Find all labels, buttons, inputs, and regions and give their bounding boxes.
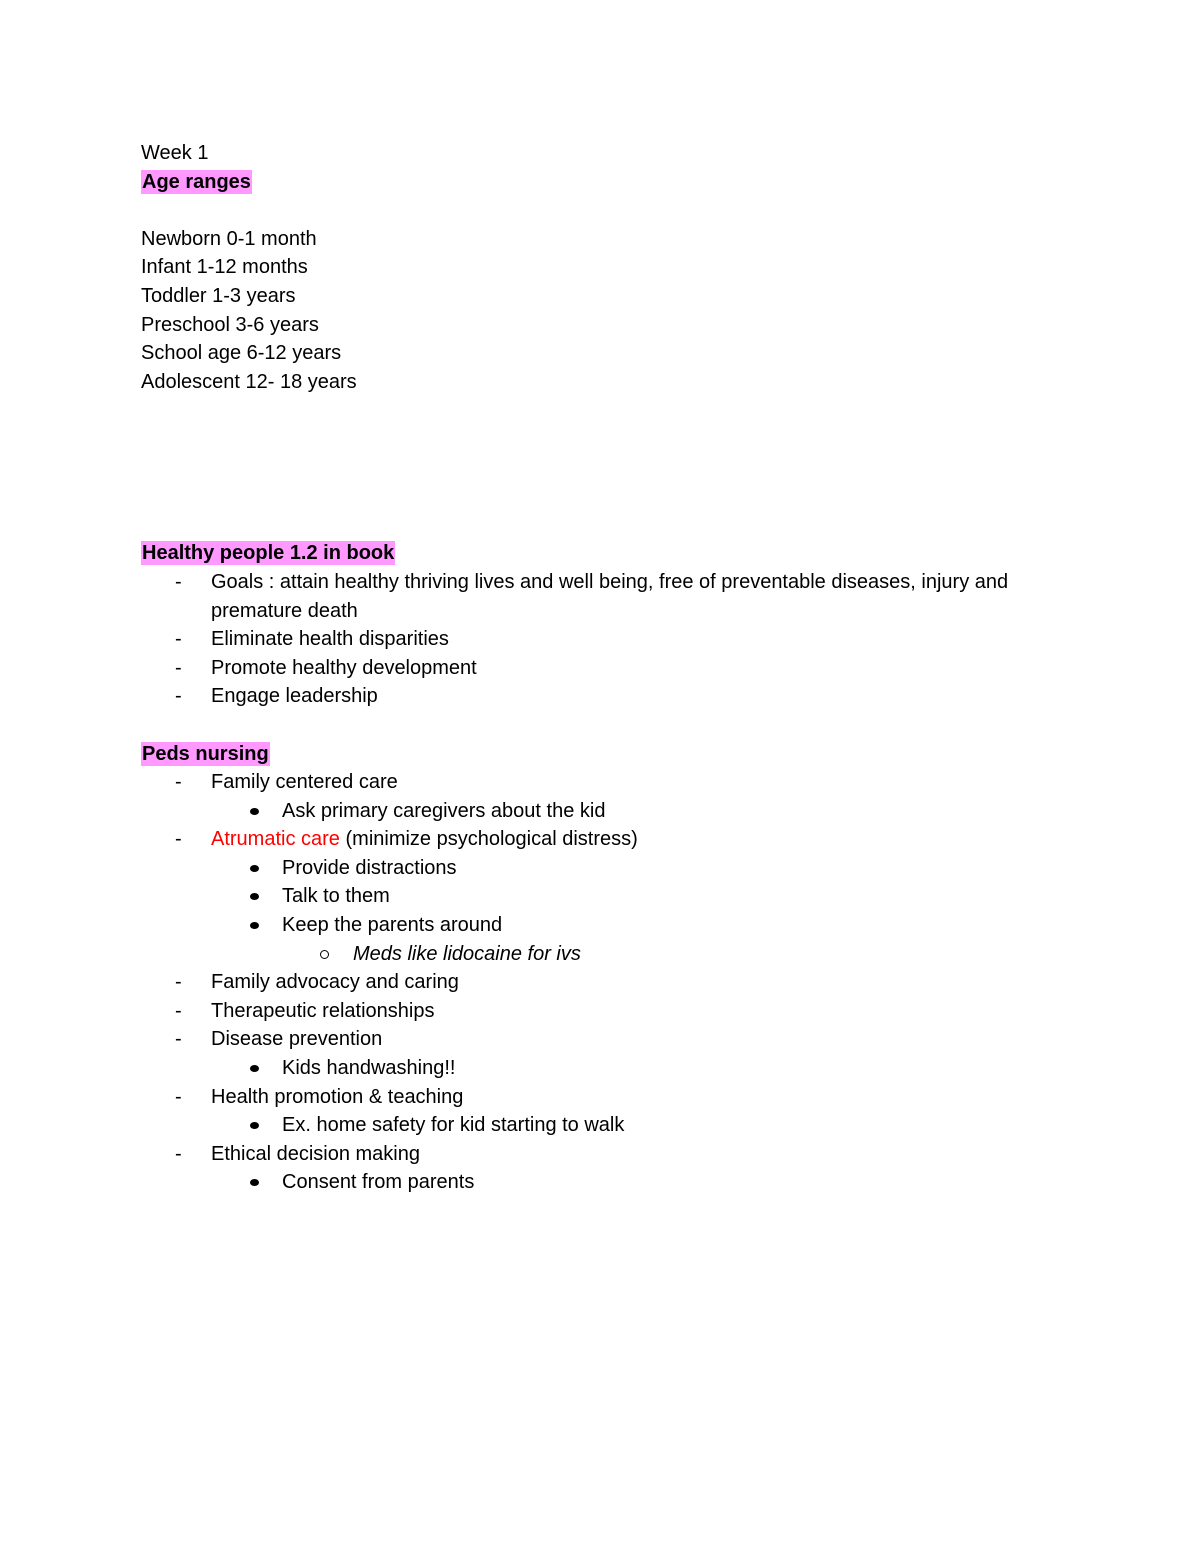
bullet-icon bbox=[250, 1122, 259, 1129]
bullet-icon bbox=[250, 808, 259, 815]
healthy-people-heading: Healthy people 1.2 in book bbox=[142, 542, 395, 565]
list-item: - Atrumatic care (minimize psychological distress) bbox=[141, 825, 1041, 854]
document-page bbox=[141, 139, 1041, 1197]
dash-marker: - bbox=[175, 685, 182, 708]
bullet-icon bbox=[250, 1179, 259, 1186]
age-ranges-heading: Age ranges bbox=[142, 170, 251, 193]
age-range-item: Preschool 3-6 years bbox=[141, 313, 319, 336]
dash-marker: - bbox=[175, 628, 182, 651]
age-range-item: Infant 1-12 months bbox=[141, 256, 308, 279]
list-item: Consent from parents bbox=[141, 1168, 1041, 1197]
circle-bullet-icon bbox=[320, 950, 329, 959]
list-item: - Family centered care bbox=[141, 768, 1041, 797]
list-item: Talk to them bbox=[141, 882, 1041, 911]
list-item: Meds like lidocaine for ivs bbox=[141, 940, 1041, 969]
list-item: Kids handwashing!! bbox=[141, 1054, 1041, 1083]
list-item: Ex. home safety for kid starting to walk bbox=[141, 1111, 1041, 1140]
list-item bbox=[141, 568, 1041, 625]
list-item: Ask primary caregivers about the kid bbox=[141, 797, 1041, 826]
list-item: - Health promotion & teaching bbox=[141, 1083, 1041, 1112]
list-item: Keep the parents around bbox=[141, 911, 1041, 940]
list-item: - Disease prevention bbox=[141, 1025, 1041, 1054]
bullet-icon bbox=[250, 893, 259, 900]
week-title: Week 1 bbox=[141, 142, 209, 164]
dash-marker: - bbox=[175, 1028, 182, 1051]
atraumatic-care-label: Atrumatic care bbox=[211, 828, 340, 851]
peds-nursing-heading: Peds nursing bbox=[142, 742, 269, 765]
list-item: - Engage leadership bbox=[141, 682, 1041, 711]
dash-marker: - bbox=[175, 999, 182, 1022]
list-item: - Eliminate health disparities bbox=[141, 625, 1041, 654]
age-range-item: Toddler 1-3 years bbox=[141, 284, 296, 307]
dash-marker: - bbox=[175, 1142, 182, 1165]
spacer bbox=[141, 711, 1041, 740]
list-item: - Ethical decision making bbox=[141, 1140, 1041, 1169]
bullet-icon bbox=[250, 1065, 259, 1072]
goals-text: Goals : attain healthy thriving lives and well being, free of preventable diseases, injury and premature death bbox=[211, 570, 1009, 622]
age-range-item: Newborn 0-1 month bbox=[141, 227, 317, 250]
spacer bbox=[141, 396, 1041, 539]
dash-marker: - bbox=[175, 1085, 182, 1108]
dash-marker: - bbox=[175, 570, 182, 593]
age-range-item: Adolescent 12- 18 years bbox=[141, 370, 357, 393]
list-item: - Family advocacy and caring bbox=[141, 968, 1041, 997]
age-ranges-list bbox=[141, 225, 1041, 397]
dash-marker: - bbox=[175, 656, 182, 679]
list-item: - Promote healthy development bbox=[141, 654, 1041, 683]
peds-nursing-list bbox=[141, 768, 1041, 1197]
spacer bbox=[141, 196, 1041, 225]
bullet-icon bbox=[250, 865, 259, 872]
bullet-icon bbox=[250, 922, 259, 929]
dash-marker: - bbox=[175, 771, 182, 794]
dash-marker: - bbox=[175, 828, 182, 851]
age-range-item: School age 6-12 years bbox=[141, 342, 342, 365]
list-item: Provide distractions bbox=[141, 854, 1041, 883]
healthy-people-list bbox=[141, 568, 1041, 711]
list-item: - Therapeutic relationships bbox=[141, 997, 1041, 1026]
dash-marker: - bbox=[175, 971, 182, 994]
